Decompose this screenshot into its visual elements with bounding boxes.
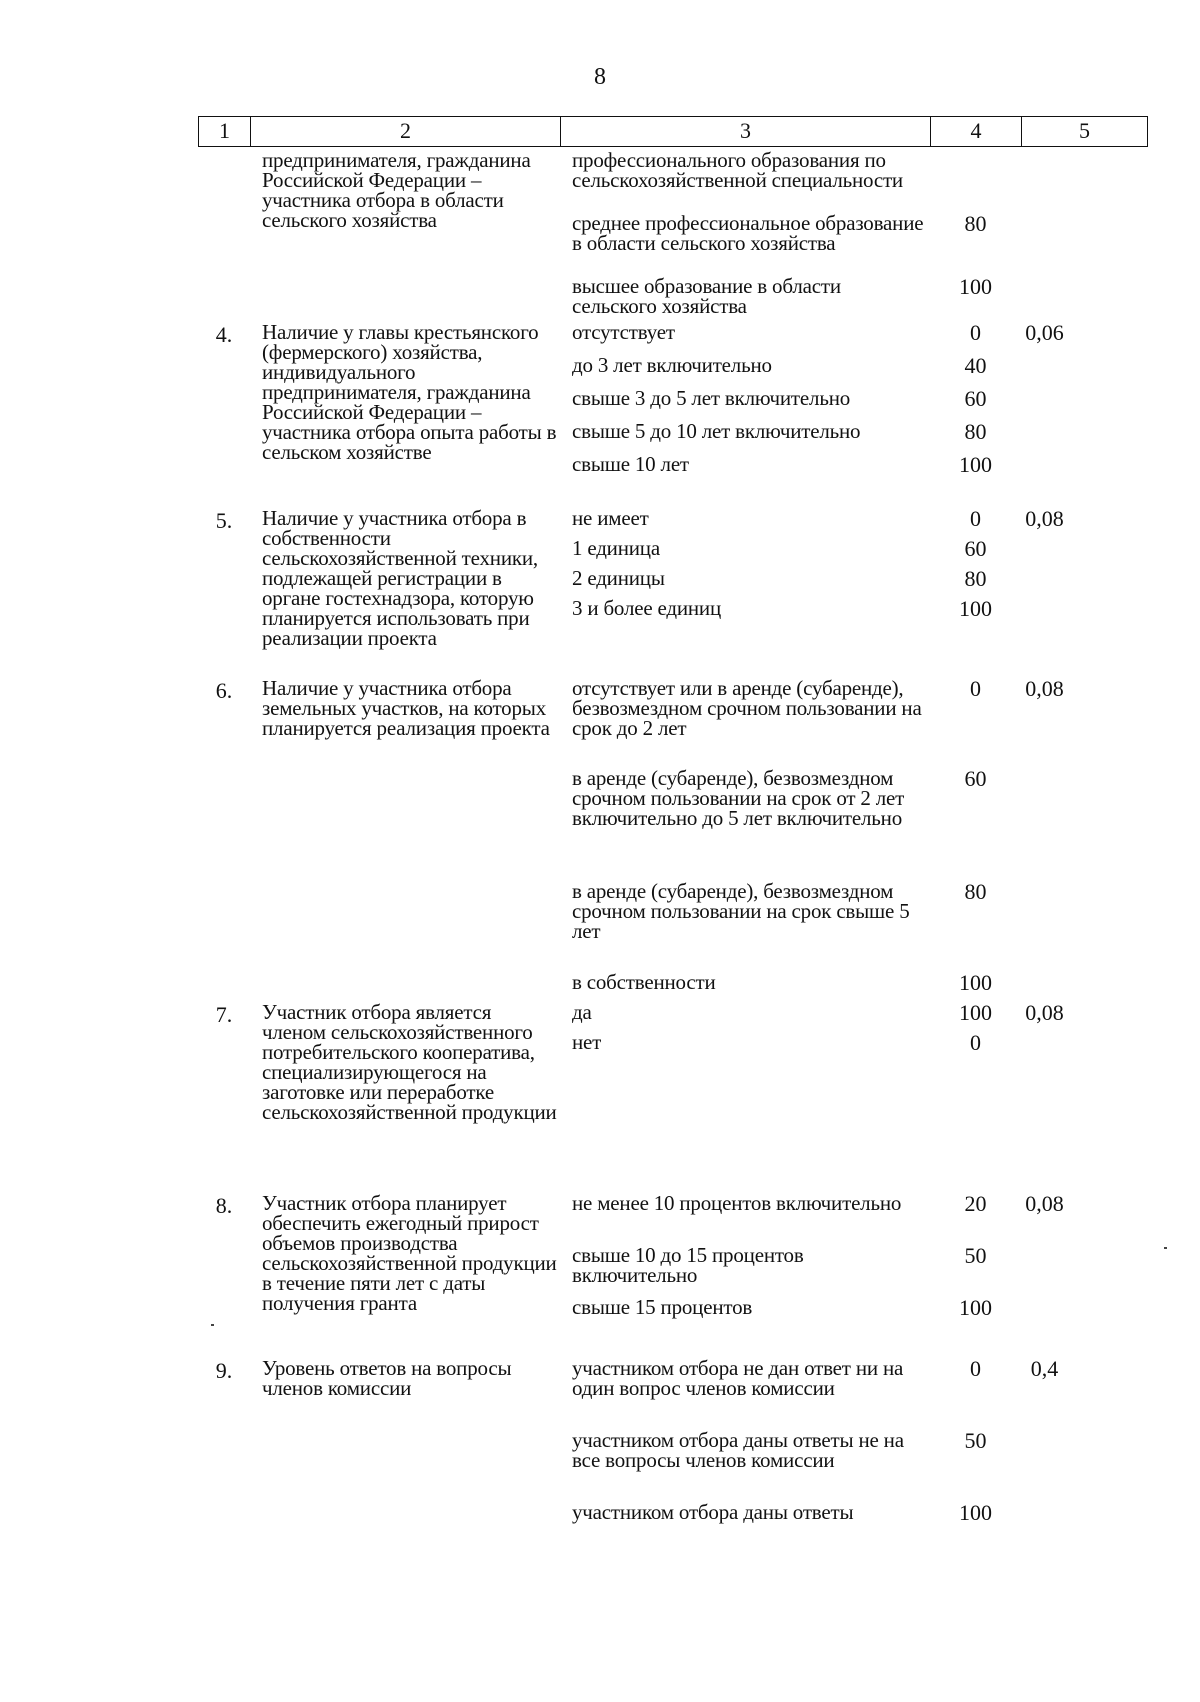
option-item	[560, 355, 1099, 388]
table-header-col-2: 2	[251, 117, 561, 146]
table-header-col-3: 3	[561, 117, 931, 146]
option-text: свыше 3 до 5 лет включительно	[572, 386, 851, 410]
option-text: не менее 10 процентов включительно	[572, 1191, 902, 1215]
criterion-options	[560, 1193, 1099, 1358]
option-score: 0	[970, 676, 981, 701]
option-text: свыше 10 до 15 процентов включительно	[572, 1243, 804, 1287]
criterion-name: Уровень ответов на вопросы членов комиссии	[262, 1356, 512, 1400]
criterion-weight: 0,08	[1025, 1000, 1064, 1025]
row-number	[198, 150, 250, 322]
option-item	[560, 1245, 1099, 1297]
row-number: 5.	[215, 508, 233, 533]
criterion-name: Наличие у главы крестьянского (фермерского) хозяйства, индивидуального предпринимателя, гражданина Российской Федерации – участника отбора опыта работы в сельском хозяйстве	[262, 320, 557, 464]
row-number: 4.	[215, 322, 233, 347]
table-row	[198, 150, 1148, 322]
option-score: 80	[964, 211, 987, 236]
criterion-weight: 0,08	[1025, 676, 1064, 701]
option-item	[560, 150, 1099, 213]
option-item	[560, 421, 1099, 454]
option-text: среднее профессиональное образование в области сельского хозяйства	[572, 211, 924, 255]
option-item	[560, 213, 1099, 276]
option-score: 60	[964, 766, 987, 791]
option-item	[560, 568, 1099, 598]
row-number: 9.	[215, 1358, 233, 1383]
criterion-name: Наличие у участника отбора в собственности сельскохозяйственной техники, подлежащей регистрации в органе гостехнадзора, которую планируется использовать при реализации проекта	[262, 506, 538, 650]
option-text: в аренде (субаренде), безвозмездном срочном пользовании на срок от 2 лет включительно до 5 лет включительно	[572, 766, 905, 830]
option-score: 80	[964, 566, 987, 591]
option-score: 100	[959, 452, 992, 477]
criterion-options	[560, 1358, 1099, 1538]
option-text: отсутствует или в аренде (субаренде), безвозмездном срочном пользовании на срок до 2 лет	[572, 676, 922, 740]
option-text: нет	[572, 1030, 602, 1054]
table-row	[198, 1002, 1148, 1193]
option-score: 100	[959, 1295, 992, 1320]
criterion-options	[560, 508, 1099, 678]
table-row	[198, 508, 1148, 678]
option-item	[560, 1502, 1099, 1532]
option-text: не имеет	[572, 506, 649, 530]
criterion-name: Участник отбора планирует обеспечить ежегодный прирост объемов производства сельскохозяйственной продукции в течение пяти лет с даты получения гранта	[262, 1191, 557, 1315]
option-score: 80	[964, 419, 987, 444]
scan-speck	[211, 1324, 214, 1326]
option-score: 20	[964, 1191, 987, 1216]
option-score: 60	[964, 386, 987, 411]
option-item	[560, 598, 1099, 628]
option-text: высшее образование в области сельского хозяйства	[572, 274, 841, 318]
criterion-options	[560, 150, 1099, 322]
option-score: 0	[970, 320, 981, 345]
criterion-weight: 0,4	[1030, 1356, 1059, 1381]
option-text: участником отбора даны ответы не на все вопросы членов комиссии	[572, 1428, 904, 1472]
page-number: 8	[594, 64, 606, 90]
option-text: свыше 15 процентов	[572, 1295, 753, 1319]
criteria-table-body	[198, 150, 1148, 1538]
option-text: да	[572, 1000, 592, 1024]
table-row	[198, 678, 1148, 1002]
criterion-name: Участник отбора является членом сельскохозяйственного потребительского кооператива, специализирующегося на заготовке или переработке сельскохозяйственной продукции	[262, 1000, 557, 1124]
option-score: 40	[964, 353, 987, 378]
option-score: 50	[964, 1428, 987, 1453]
criterion-weight: 0,08	[1025, 1191, 1064, 1216]
option-item	[560, 538, 1099, 568]
option-score: 0	[970, 1030, 981, 1055]
option-score: 50	[964, 1243, 987, 1268]
option-score: 100	[959, 1500, 992, 1525]
table-header-col-5: 5	[1079, 118, 1090, 143]
option-score: 100	[959, 1000, 992, 1025]
row-number: 7.	[215, 1002, 233, 1027]
option-score: 100	[959, 970, 992, 995]
option-text: 1 единица	[572, 536, 660, 560]
criterion-name: Наличие у участника отбора земельных участков, на которых планируется реализация проекта	[262, 676, 550, 740]
option-score: 0	[970, 506, 981, 531]
criterion-options	[560, 678, 1099, 1002]
option-item	[560, 1032, 1099, 1062]
option-item	[560, 388, 1099, 421]
option-text: 2 единицы	[572, 566, 665, 590]
table-row	[198, 1193, 1148, 1358]
table-row	[198, 322, 1148, 508]
row-number: 6.	[215, 678, 233, 703]
table-header-col-1: 1	[199, 117, 251, 146]
option-item	[560, 881, 1099, 972]
criterion-weight: 0,08	[1025, 506, 1064, 531]
criterion-options	[560, 1002, 1099, 1193]
option-text: свыше 10 лет	[572, 452, 689, 476]
option-text: в аренде (субаренде), безвозмездном срочном пользовании на срок свыше 5 лет	[572, 879, 910, 943]
criterion-weight: 0,06	[1025, 320, 1064, 345]
option-item	[560, 454, 1099, 487]
table-row	[198, 1358, 1148, 1538]
criterion-options	[560, 322, 1099, 508]
option-text: в собственности	[572, 970, 716, 994]
option-score: 60	[964, 536, 987, 561]
option-score: 0	[970, 1356, 981, 1381]
option-item	[560, 768, 1099, 881]
table-header-row	[198, 116, 1148, 147]
option-item	[560, 972, 1099, 1002]
scan-speck	[1164, 1247, 1167, 1249]
row-number: 8.	[215, 1193, 233, 1218]
option-text: свыше 5 до 10 лет включительно	[572, 419, 861, 443]
option-item	[560, 1430, 1099, 1502]
option-score	[930, 150, 1021, 213]
option-score: 100	[959, 274, 992, 299]
option-text: отсутствует	[572, 320, 675, 344]
option-text: профессионального образования по сельскохозяйственной специальности	[572, 148, 903, 192]
option-text: участником отбора не дан ответ ни на один вопрос членов комиссии	[572, 1356, 904, 1400]
option-item	[560, 1297, 1099, 1327]
criterion-name: предпринимателя, гражданина Российской Федерации – участника отбора в области сельского хозяйства	[262, 148, 531, 232]
option-text: до 3 лет включительно	[572, 353, 772, 377]
option-text: участником отбора даны ответы	[572, 1500, 854, 1524]
table-header-col-4: 4	[931, 117, 1022, 146]
option-item	[560, 276, 1099, 322]
option-text: 3 и более единиц	[572, 596, 721, 620]
option-score: 100	[959, 596, 992, 621]
option-score: 80	[964, 879, 987, 904]
